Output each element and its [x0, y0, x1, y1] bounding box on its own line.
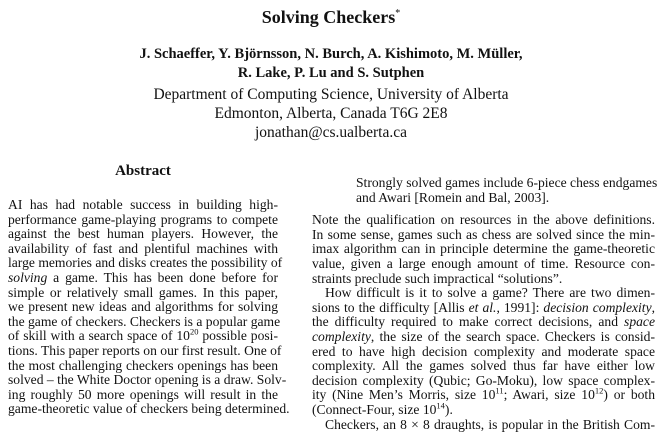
text-line: the most challenging checkers openings has been [8, 359, 278, 374]
text-line: complexity. All the games solved thus far have either low [312, 359, 655, 374]
text-line: How difficult is it to solve a game? There are two dimen- [312, 286, 655, 301]
text-line: availability of fast and plentiful machines with [8, 242, 278, 257]
text-line: solving a game. This has been done before for [8, 271, 278, 286]
text-line: simple or relatively small games. In this paper, [8, 286, 278, 301]
text-line: we present new ideas and algorithms for solving [8, 300, 278, 315]
text-line: ered to have high decision complexity and moderate space [312, 345, 655, 360]
text-line: Checkers, an 8 × 8 draughts, is popular in the British Com- [312, 418, 655, 432]
text-line: decision complexity (Qubic; Go-Moku), low space complex- [312, 374, 655, 389]
abstract-heading: Abstract [8, 163, 278, 180]
text-line: the difficulty required to make correct decisions, and space [312, 315, 655, 330]
text-line: solved – the White Doctor opening is a draw. Solv- [8, 373, 278, 388]
text-line: tions. This paper reports on our first result. One of [8, 344, 278, 359]
text-line: Note the qualification on resources in the above definitions. [312, 213, 655, 228]
text-line: ity (Nine Men’s Morris, size $10^{11}$; Awari, size $10^{12}$) or both [312, 388, 655, 403]
text-line: imax algorithm can in principle determine the game-theoretic [312, 242, 655, 257]
text-line: complexity, the size of the search space. Checkers is consid- [312, 330, 655, 345]
text-line: In some sense, games such as chess are solved since the min- [312, 228, 655, 243]
affiliation-department: Department of Computing Science, University of Alberta [0, 86, 662, 104]
affiliation-address: Edmonton, Alberta, Canada T6G 2E8 [0, 105, 662, 123]
text-line: Strongly solved games include 6-piece chess endgames [312, 176, 655, 191]
text-line: the game of checkers. Checkers is a popular game [8, 315, 278, 330]
author-line: R. Lake, P. Lu and S. Sutphen [0, 65, 662, 82]
text-line: game-theoretic value of checkers being determined. [8, 402, 278, 417]
text-line: and Awari [Romein and Bal, 2003]. [312, 191, 655, 206]
text-line: of skill with a search space of $10^{20}$ possible posi- [8, 329, 278, 344]
abstract-body [8, 198, 278, 417]
text-line: ing roughly 50 more openings will result in the [8, 388, 278, 403]
author-line: J. Schaeffer, Y. Björnsson, N. Burch, A. Kishimoto, M. Müller, [0, 46, 662, 63]
author-email[interactable]: jonathan@cs.ualberta.ca [0, 124, 662, 142]
text-line: value, given a large enough amount of time. Resource con- [312, 257, 655, 272]
text-line: performance game-playing programs to compete [8, 213, 278, 228]
text-line: large memories and disks creates the possibility of [8, 256, 278, 271]
text-line: straints preclude such impractical “solutions”. [312, 272, 655, 287]
text-line: (Connect-Four, size $10^{14}$). [312, 403, 655, 418]
footnote-mark: * [395, 8, 400, 19]
text-line: sions to the difficulty [Allis et al., 1991]: decision complexity, [312, 301, 655, 316]
right-column-body [312, 176, 655, 432]
paper-title: Solving Checkers* [0, 7, 662, 28]
text-line: AI has had notable success in building high- [8, 198, 278, 213]
text-line: against the best human players. However, the [8, 227, 278, 242]
